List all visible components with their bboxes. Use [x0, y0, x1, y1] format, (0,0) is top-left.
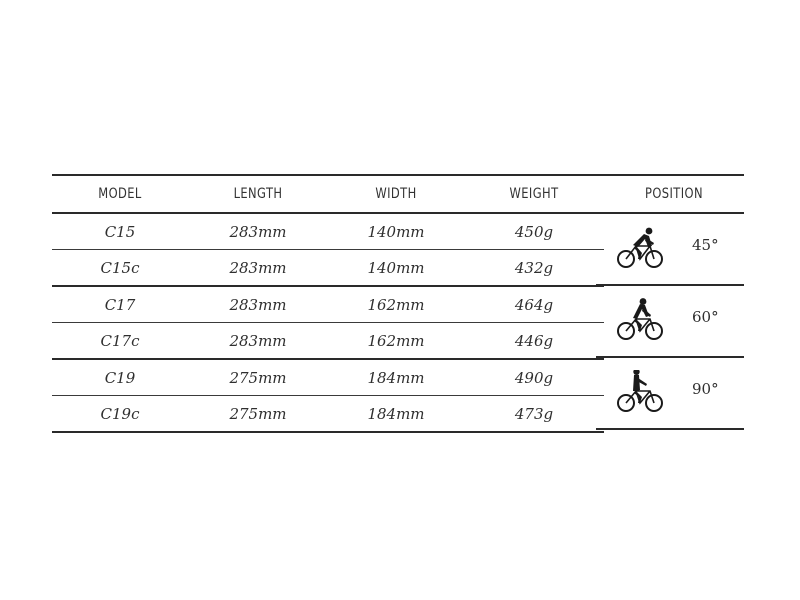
cyclist-60-icon	[616, 298, 664, 342]
position-angle: 60°	[692, 308, 719, 326]
cell-weight: 490g	[514, 368, 554, 387]
cell-width: 140mm	[367, 222, 425, 241]
cyclist-45-icon	[616, 226, 664, 270]
table-row	[52, 250, 604, 287]
header-width: WIDTH	[375, 186, 417, 202]
position-cell	[596, 358, 744, 430]
position-cell	[596, 214, 744, 286]
table-row	[52, 214, 604, 250]
cell-length: 283mm	[229, 222, 287, 241]
cell-model: C15c	[100, 258, 140, 277]
cell-length: 283mm	[229, 331, 287, 350]
cell-weight: 450g	[514, 222, 554, 241]
position-angle: 45°	[692, 236, 719, 254]
cell-model: C19	[104, 368, 136, 387]
table-row	[52, 360, 604, 396]
position-cell	[596, 286, 744, 358]
cell-width: 162mm	[367, 331, 425, 350]
cell-model: C17c	[100, 331, 140, 350]
cell-width: 140mm	[367, 258, 425, 277]
header-position: POSITION	[645, 186, 703, 202]
cell-length: 283mm	[229, 295, 287, 314]
cyclist-90-icon	[616, 370, 664, 414]
table-body	[52, 214, 744, 433]
header-weight: WEIGHT	[509, 186, 559, 202]
cell-model: C15	[104, 222, 136, 241]
cell-width: 162mm	[367, 295, 425, 314]
cell-weight: 432g	[514, 258, 554, 277]
table-row	[52, 396, 604, 433]
table-rows	[52, 214, 604, 433]
header-model: MODEL	[98, 186, 142, 202]
cell-width: 184mm	[367, 404, 425, 423]
cell-width: 184mm	[367, 368, 425, 387]
spec-table	[52, 174, 744, 433]
cell-weight: 464g	[514, 295, 554, 314]
cell-model: C17	[104, 295, 136, 314]
cell-length: 283mm	[229, 258, 287, 277]
cell-weight: 446g	[514, 331, 554, 350]
cell-length: 275mm	[229, 368, 287, 387]
cell-length: 275mm	[229, 404, 287, 423]
position-column	[604, 214, 744, 433]
cell-weight: 473g	[514, 404, 554, 423]
position-angle: 90°	[692, 380, 719, 398]
table-row	[52, 287, 604, 323]
cell-model: C19c	[100, 404, 140, 423]
table-header	[52, 176, 744, 214]
header-length: LENGTH	[233, 186, 283, 202]
table-row	[52, 323, 604, 360]
